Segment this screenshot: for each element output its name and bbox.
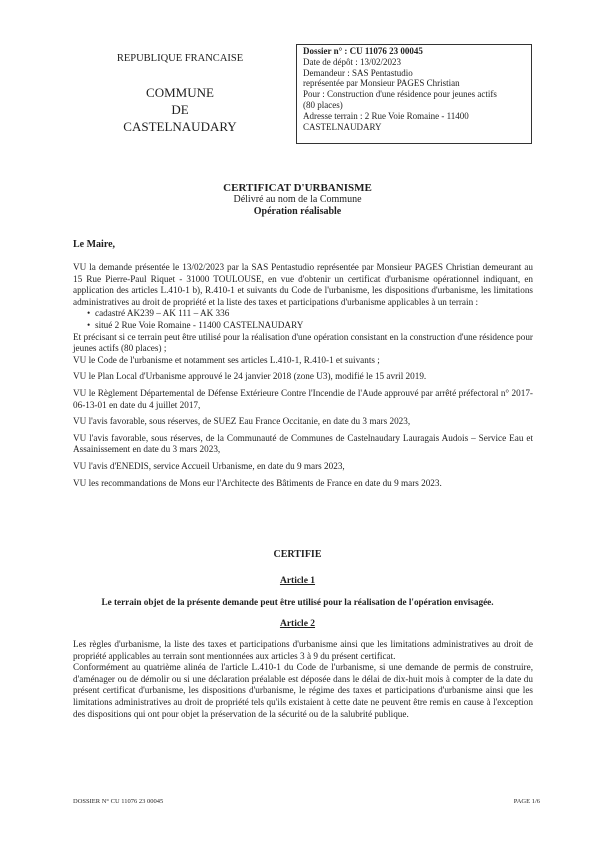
- dossier-date: Date de dépôt : 13/02/2023: [303, 56, 401, 67]
- dossier-applicant: Demandeur : SAS Pentastudio: [303, 67, 413, 78]
- dossier-representative: représentée par Monsieur PAGES Christian: [303, 78, 460, 89]
- vu-item: VU l'avis favorable, sous réserves, de SUEZ Eau France Occitanie, en date du 3 mars 2023,: [73, 416, 411, 427]
- commune-line: CASTELNAUDARY: [123, 119, 237, 134]
- dossier-number: Dossier n° : CU 11076 23 00045: [303, 46, 423, 56]
- certificate-subtitle: Délivré au nom de la Commune: [233, 194, 362, 205]
- certificate-title: CERTIFICAT D'URBANISME: [223, 182, 372, 194]
- article-1-title: Article 1: [279, 576, 316, 586]
- vu-item: VU le Plan Local d'Urbanisme approuvé le 24 janvier 2018 (zone U3), modifié le 15 avril 2019.: [73, 371, 427, 382]
- le-maire-heading: Le Maire,: [73, 239, 116, 250]
- operation-status: Opération réalisable: [253, 206, 342, 217]
- dossier-purpose-cont: (80 places): [303, 99, 343, 110]
- dossier-purpose: Pour : Construction d'une résidence pour jeunes actifs: [303, 89, 497, 100]
- parcel-item: • situé 2 Rue Voie Romaine - 11400 CASTELNAUDARY: [95, 320, 533, 332]
- considerations-section: [73, 262, 533, 489]
- dossier-address-cont: CASTELNAUDARY: [303, 121, 382, 132]
- vu-item: VU l'avis favorable, sous réserves, de la Communauté de Communes de Castelnaudary Lauragais Audois – Service Eau et Assainissement en date du 3 mars 2023,: [73, 432, 533, 455]
- document-titles: [60, 182, 535, 218]
- article-2-paragraph: Les règles d'urbanisme, la liste des taxes et participations d'urbanisme ainsi que les limitations administratives au droit de propriété applicables au terrain sont mentionnées aux articles 3 à 9 du présent certificat.: [73, 639, 533, 661]
- article-2-paragraph: Conformément au quatrième alinéa de l'article L.410-1 du Code de l'urbanisme, si une demande de permis de construire, d'aménager ou de démolir ou si une déclaration préalable est déposée dans le délai de dix-huit mois à compter de la date du présent certificat d'urbanisme, les dispositions d'urbanisme, le régime des taxes et participations d'urbanisme ainsi que les limitations administratives au droit de propriété tels qu'ils existaient à cette date ne peuvent être remis en cause à l'exception des dispositions qui ont pour objet la préservation de la sécurité ou de la salubrité publique.: [73, 662, 533, 719]
- article-2-title: Article 2: [279, 619, 316, 629]
- footer-page-number: PAGE 1/6: [513, 798, 540, 805]
- parcel-list: [73, 308, 533, 331]
- article-2-body: [73, 639, 533, 720]
- article-1-text: Le terrain objet de la présente demande peut être utilisé pour la réalisation de l'opération envisagée.: [101, 597, 494, 607]
- footer-dossier-number: DOSSIER N° CU 11076 23 00045: [73, 798, 164, 805]
- dossier-address: Adresse terrain : 2 Rue Voie Romaine - 11400: [303, 110, 469, 121]
- vu-item: VU les recommandations de Mons eur l'Architecte des Bâtiments de France en date du 9 mars 2023.: [73, 477, 442, 488]
- vu-item: VU le Règlement Départemental de Défense Extérieure Contre l'Incendie de l'Aude approuvé par arrêté préfectoral n° 2017-06-13-01 en date du 4 juillet 2017,: [73, 387, 533, 410]
- commune-line: DE: [171, 102, 189, 117]
- parcel-item: • cadastré AK239 – AK 111 – AK 336: [95, 308, 533, 320]
- vu-item: VU le Code de l'urbanisme et notamment ses articles L.410-1, R.410-1 et suivants ;: [73, 354, 380, 365]
- dossier-info-box: [296, 44, 532, 144]
- precisant-paragraph: Et précisant si ce terrain peut être utilisé pour la réalisation d'une opération consistant en la construction d'une résidence pour jeunes actifs (80 places) ;: [73, 331, 533, 354]
- commune-line: COMMUNE: [146, 85, 214, 100]
- vu-demande-paragraph: VU la demande présentée le 13/02/2023 par la SAS Pentastudio représentée par Monsieur PAGES Christian demeurant au 15 Rue Pierre-Paul Riquet - 31000 TOULOUSE, en vue d'obtenir un certificat d'urbanisme opérationnel indiquant, en application des articles L.410-1 b), R.410-1 et suivants du Code de l'urbanisme, les dispositions d'urbanisme, les limitations administratives au droit de propriété et la liste des taxes et participations d'urbanisme applicables à un terrain :: [73, 262, 533, 307]
- commune-heading: [100, 84, 260, 135]
- certifie-heading: CERTIFIE: [273, 549, 322, 560]
- republique-heading: REPUBLIQUE FRANCAISE: [116, 53, 244, 64]
- vu-item: VU l'avis d'ENEDIS, service Accueil Urbanisme, en date du 9 mars 2023,: [73, 460, 345, 471]
